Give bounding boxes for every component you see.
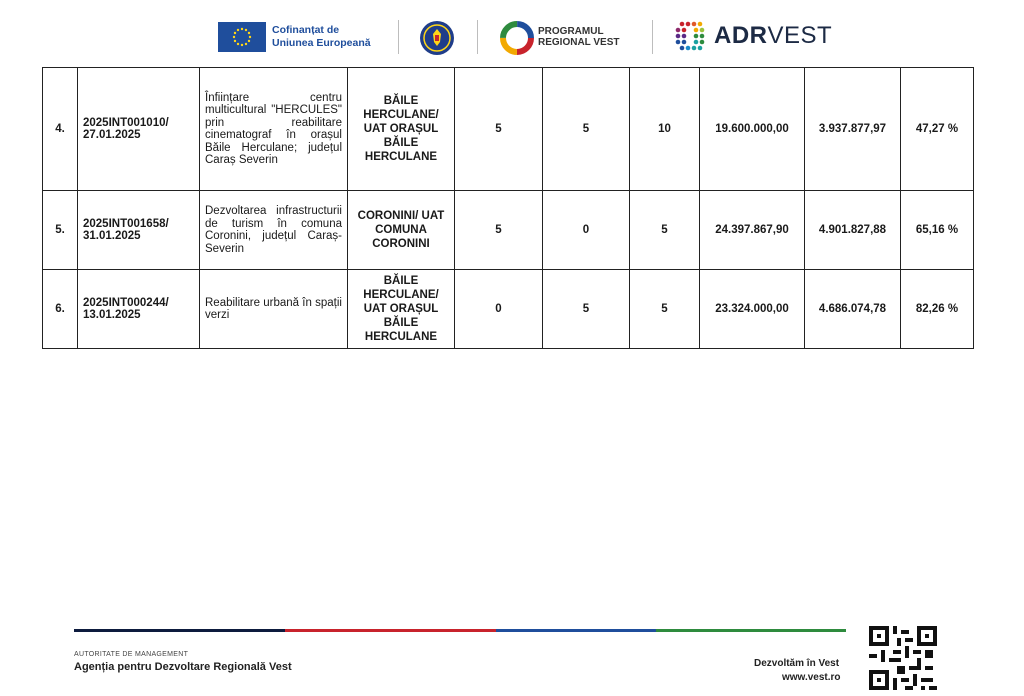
project-percent: 47,27 %: [901, 68, 974, 191]
qr-code-icon: [869, 626, 937, 690]
table-row: [43, 191, 974, 270]
score-total: 5: [630, 270, 700, 349]
projects-table: [42, 67, 974, 349]
project-code: 2025INT001010/ 27.01.2025: [78, 68, 200, 191]
adr-wordmark-bold: ADR: [714, 22, 768, 49]
project-contribution: 4.686.074,78: [805, 270, 901, 349]
project-contribution: 3.937.877,97: [805, 68, 901, 191]
programul-regional-label: [538, 26, 620, 48]
score-1: 0: [455, 270, 543, 349]
divider: [477, 20, 478, 54]
rule-segment-green: [656, 629, 846, 632]
slogan: Dezvoltăm în Vest: [754, 658, 840, 669]
project-location: BĂILE HERCULANE/ UAT ORAȘUL BĂILE HERCULANE: [348, 270, 455, 349]
agency-name: Agenția pentru Dezvoltare Regională Vest: [74, 661, 292, 673]
project-contribution: 4.901.827,88: [805, 191, 901, 270]
rule-segment-navy: [74, 629, 285, 632]
adr-wordmark-rest: VEST: [767, 22, 833, 49]
eu-line-2: Uniunea Europeană: [272, 37, 371, 49]
project-value: 23.324.000,00: [700, 270, 805, 349]
romanian-government-emblem-icon: [419, 20, 455, 56]
project-value: 24.397.867,90: [700, 191, 805, 270]
project-location: BĂILE HERCULANE/ UAT ORAȘUL BĂILE HERCULANE: [348, 68, 455, 191]
score-total: 10: [630, 68, 700, 191]
project-title: Reabilitare urbană în spații verzi: [200, 270, 348, 349]
project-code: 2025INT000244/ 13.01.2025: [78, 270, 200, 349]
divider: [398, 20, 399, 54]
score-2: 5: [543, 270, 630, 349]
score-2: 0: [543, 191, 630, 270]
project-title: Înființare centru multicultural "HERCULES" prin reabilitare cinematograf în orașul Băile Herculane; județul Caraș Severin: [200, 68, 348, 191]
adr-vest-dots-logo-icon: [673, 19, 707, 53]
header-logos: [0, 14, 1024, 60]
row-number: 5.: [43, 191, 78, 270]
eu-line-1: Cofinanțat de: [272, 24, 340, 36]
project-location: CORONINI/ UAT COMUNA CORONINI: [348, 191, 455, 270]
authority-label: AUTORITATE DE MANAGEMENT: [74, 651, 189, 658]
score-1: 5: [455, 68, 543, 191]
adr-vest-wordmark: [714, 22, 832, 50]
project-percent: 65,16 %: [901, 191, 974, 270]
score-total: 5: [630, 191, 700, 270]
eu-cofinance-label: [272, 24, 371, 50]
program-line-1: PROGRAMUL: [538, 26, 604, 37]
score-2: 5: [543, 68, 630, 191]
project-title: Dezvoltarea infrastructurii de turism în comuna Coronini, județul Caraș-Severin: [200, 191, 348, 270]
rule-segment-blue: [496, 629, 656, 632]
project-code: 2025INT001658/ 31.01.2025: [78, 191, 200, 270]
table-row: [43, 270, 974, 349]
divider: [652, 20, 653, 54]
programul-regional-logo-icon: [500, 21, 534, 55]
rule-segment-red: [285, 629, 496, 632]
row-number: 6.: [43, 270, 78, 349]
project-value: 19.600.000,00: [700, 68, 805, 191]
row-number: 4.: [43, 68, 78, 191]
website-link[interactable]: www.vest.ro: [782, 672, 841, 683]
program-line-2: REGIONAL VEST: [538, 37, 620, 48]
eu-flag-icon: [218, 22, 266, 52]
project-percent: 82,26 %: [901, 270, 974, 349]
table-row: [43, 68, 974, 191]
score-1: 5: [455, 191, 543, 270]
